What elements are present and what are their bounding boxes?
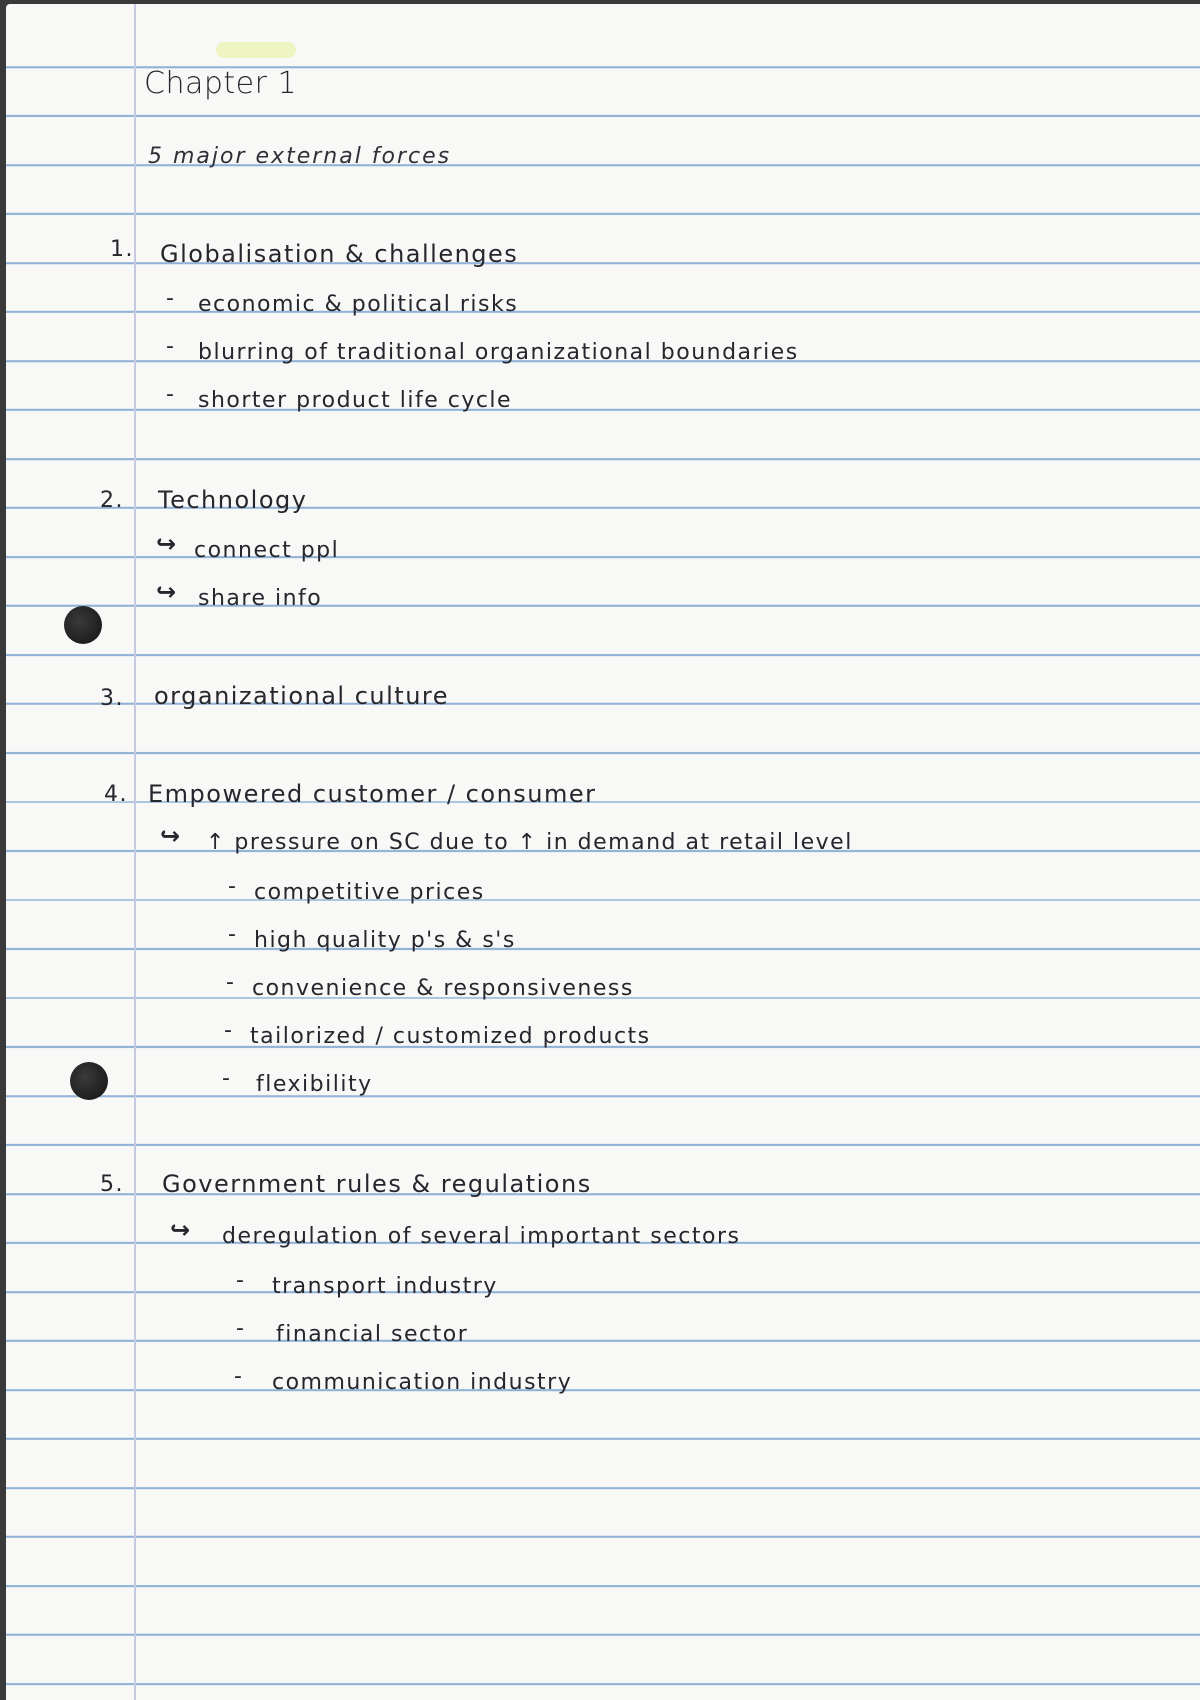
margin-line [134,4,136,1700]
sub-list-item: transport industry [272,1274,498,1299]
hook-arrow-icon: ↪ [156,530,178,558]
dash-bullet: - [166,286,176,311]
hook-arrow-icon: ↪ [170,1216,192,1244]
sub-list-item: competitive prices [254,880,485,905]
dash-bullet: - [224,1018,234,1043]
section-number: 4. [104,782,128,807]
section-number: 5. [100,1172,124,1197]
sub-list-item: flexibility [256,1072,373,1097]
hook-arrow-icon: ↪ [156,578,178,606]
sub-list-item: high quality p's & s's [254,928,516,953]
highlighter-mark [216,42,296,58]
list-item: share info [198,586,323,611]
section-heading: Globalisation & challenges [160,240,519,268]
dash-bullet: - [228,874,238,899]
section-heading: Empowered customer / consumer [148,780,597,808]
dash-bullet: - [166,382,176,407]
dash-bullet: - [228,922,238,947]
dash-bullet: - [234,1364,244,1389]
dash-bullet: - [226,970,236,995]
dash-bullet: - [222,1066,232,1091]
hook-arrow-icon: ↪ [160,822,182,850]
sub-list-item: tailorized / customized products [250,1024,651,1049]
page-title: Chapter 1 [144,66,298,101]
notebook-page [6,4,1200,1700]
section-heading: Technology [158,486,308,514]
section-heading: organizational culture [154,682,450,710]
list-item: blurring of traditional organizational boundaries [198,340,799,365]
list-item: shorter product life cycle [198,388,513,413]
section-heading: Government rules & regulations [162,1170,592,1198]
section-number: 3. [100,686,124,711]
dash-bullet: - [236,1316,246,1341]
list-item: economic & political risks [198,292,519,317]
list-item: deregulation of several important sectors [222,1224,741,1249]
list-item: connect ppl [194,538,340,563]
page-subtitle: 5 major external forces [148,144,452,169]
section-number: 2. [100,488,124,513]
sub-list-item: financial sector [276,1322,469,1347]
sub-list-item: communication industry [272,1370,573,1395]
sub-list-item: convenience & responsiveness [252,976,634,1001]
list-item: ↑ pressure on SC due to ↑ in demand at retail level [206,830,853,855]
dash-bullet: - [166,334,176,359]
section-number: 1. [110,237,134,262]
punch-hole [64,606,102,644]
punch-hole [70,1062,108,1100]
dash-bullet: - [236,1268,246,1293]
